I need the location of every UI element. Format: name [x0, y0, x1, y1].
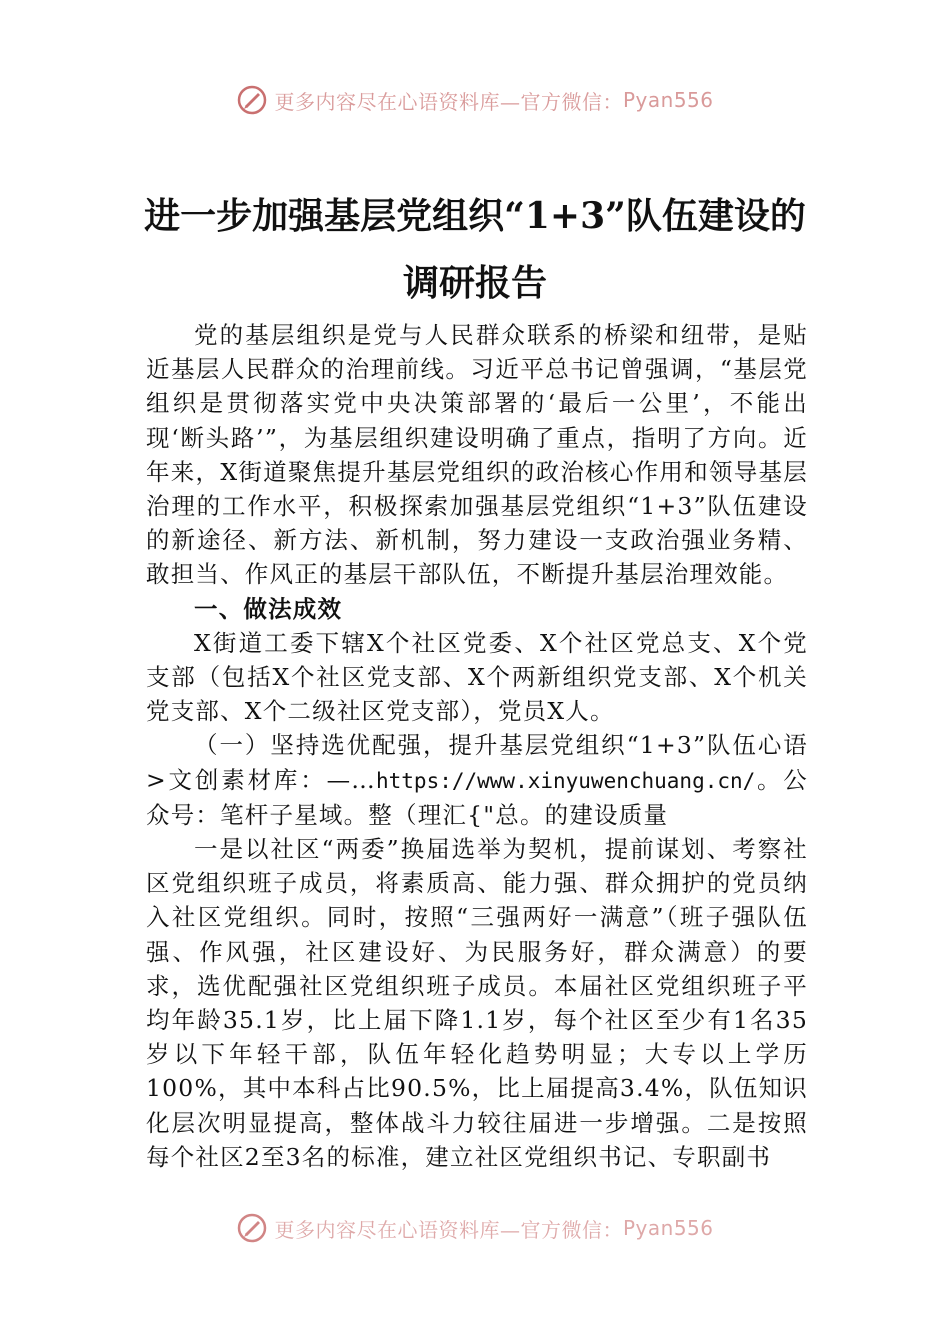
subsection-heading-1: [146, 728, 808, 832]
section-heading-1: 一、做法成效: [194, 594, 343, 623]
intro-paragraph: 党的基层组织是党与人民群众联系的桥梁和纽带，是贴近基层人民群众的治理前线。习近平总书记曾强调，“基层党组织是贯彻落实党中央决策部署的‘最后一公里’，不能出现‘断头路’”，为基层组织建设明确了重点，指明了方向。近年来，X街道聚焦提升基层党组织的政治核心作用和领导基层治理的工作水平，积极探索加强基层党组织“1+3”队伍建设的新途径、新方法、新机制，努力建设一支政治强业务精、敢担当、作风正的基层干部队伍，不断提升基层治理效能。: [146, 321, 808, 589]
subsection-heading-url: https://www.xinyuwenchuang.cn/: [376, 768, 756, 793]
subsection-heading-text-b: 。公众号：笔杆子星域。整（理汇{"总。的建设质量: [146, 765, 808, 829]
footer-banner-text: 更多内容尽在心语资料库—官方微信：: [274, 1217, 623, 1242]
footer-watermark-banner: [0, 1212, 950, 1244]
subsection-heading-text-a: （一）坚持选优配强，提升基层党组织“1+3”队伍心语>文创素材库：—…: [146, 731, 808, 794]
document-title-line-1: 进一步加强基层党组织“1+3”队伍建设的: [144, 195, 806, 237]
pen-logo-icon-footer: [236, 1212, 268, 1244]
footer-banner-wechat-id: Pyan556: [622, 1216, 714, 1240]
document-body: [146, 318, 808, 1174]
banner-wechat-id: Pyan556: [622, 88, 714, 112]
document-title-line-2: 调研报告: [402, 262, 547, 304]
banner-text: 更多内容尽在心语资料库—官方微信：: [274, 89, 623, 114]
overview-paragraph: X街道工委下辖X个社区党委、X个社区党总支、X个党支部（包括X个社区党支部、X个两新组织党支部、X个机关党支部、X个二级社区党支部），党员X人。: [146, 628, 808, 726]
pen-logo-icon: [236, 84, 268, 116]
body-paragraph-a: 一是以社区“两委”换届选举为契机，提前谋划、考察社区党组织班子成员，将素质高、能力强、群众拥护的党员纳入社区党组织。同时，按照“三强两好一满意”（班子强队伍强、作风强，社区建设好、为民服务好，群众满意）的要求，选优配强社区党组织班子成员。本届社区党组织班子平均年龄35.1岁，比上届下降1.1岁，每个社区至少有1名35岁以下年轻干部，队伍年轻化趋势明显；大专以上学历100%，其中本科占比90.5%，比上届提高3.4%，队伍知识化层次明显提高，整体战斗力较往届进一步增强。二是按照每个社区2至3名的标准，建立社区党组织书记、专职副书: [146, 835, 808, 1171]
header-watermark-banner: [0, 84, 950, 116]
